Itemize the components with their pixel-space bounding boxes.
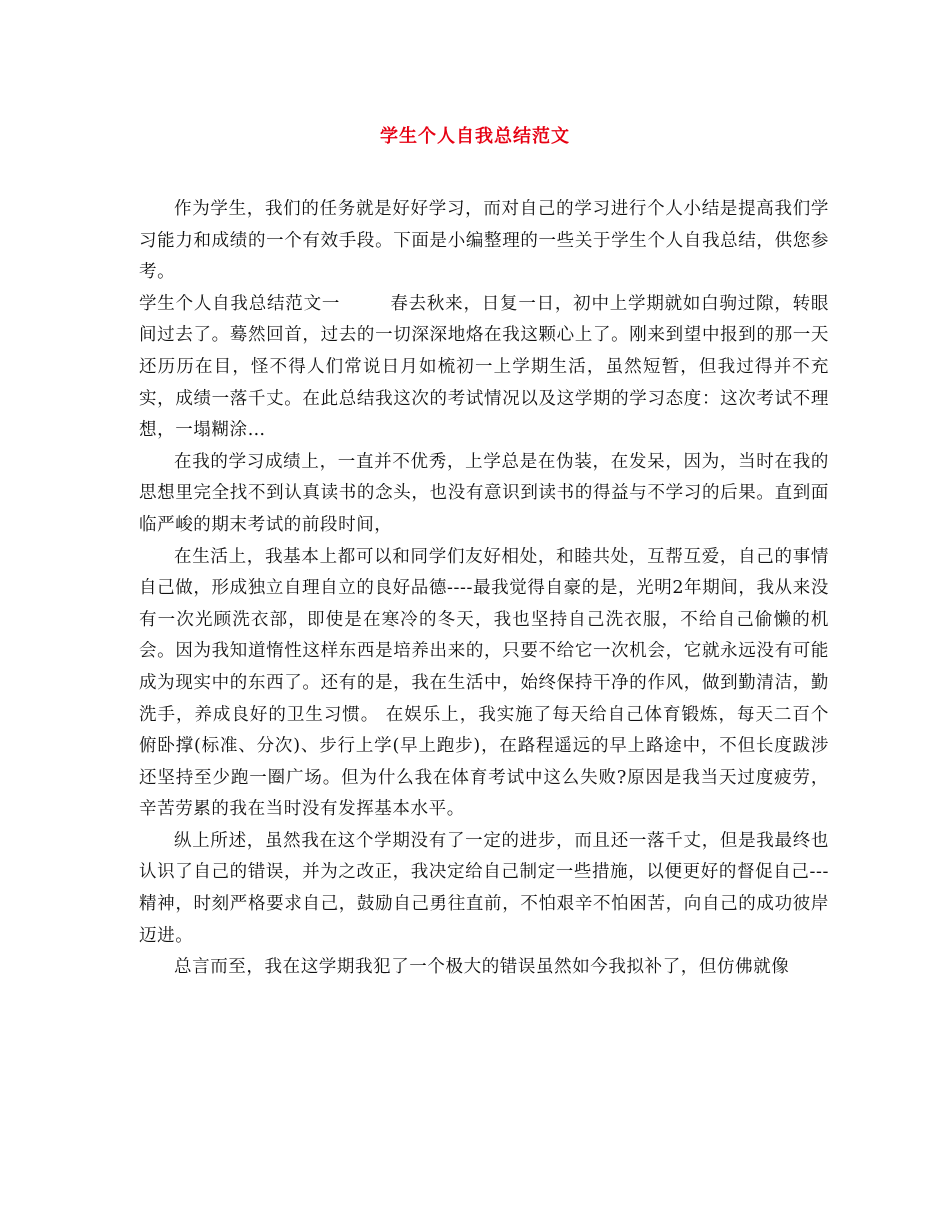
paragraph-intro: 作为学生，我们的任务就是好好学习，而对自己的学习进行个人小结是提高我们学习能力和成绩的一个有效手段。下面是小编整理的一些关于学生个人自我总结，供您参考。 xyxy=(139,199,829,283)
section-one-text: 春去秋来，日复一日，初中上学期就如白驹过隙，转眼间过去了。蓦然回首，过去的一切深深地烙在我这颗心上了。刚来到望中报到的那一天还历历在目，怪不得人们常说日月如梳初一上学期生活，虽然短暂，但我过得并不充实，成绩一落千丈。在此总结我这次的考试情况以及这学期的学习态度：这次考试不理想，一塌糊涂… xyxy=(139,293,829,441)
paragraph-study: 在我的学习成绩上，一直并不优秀，上学总是在伪装，在发呆，因为，当时在我的思想里完全找不到认真读书的念头，也没有意识到读书的得益与不学习的后果。直到面临严峻的期末考试的前段时间， xyxy=(139,451,829,535)
document-title: 学生个人自我总结范文 xyxy=(380,126,570,147)
paragraph-life: 在生活上，我基本上都可以和同学们友好相处，和睦共处，互帮互爱，自己的事情自己做，形成独立自理自立的良好品德----最我觉得自豪的是，光明2年期间，我从来没有一次光顾洗衣部，即使是在寒冷的冬天，我也坚持自己洗衣服，不给自己偷懒的机会。因为我知道惰性这样东西是培养出来的，只要不给它一次机会，它就永远没有可能成为现实中的东西了。还有的是，我在生活中，始终保持干净的作风，做到勤清洁，勤洗手，养成良好的卫生习惯。 在娱乐上，我实施了每天给自己体育锻炼，每天二百个俯卧撑(标准、分次)、步行上学(早上跑步)，在路程遥远的早上路途中，不但长度跋涉还坚持至少跑一圈广场。但为什么我在体育考试中这么失败?原因是我当天过度疲劳，辛苦劳累的我在当时没有发挥基本水平。 xyxy=(139,546,829,820)
document-body xyxy=(139,194,829,984)
paragraph-conclusion: 总言而至，我在这学期我犯了一个极大的错误虽然如今我拟补了，但仿佛就像 xyxy=(174,957,790,978)
section-heading: 学生个人自我总结范文一 xyxy=(139,293,341,314)
paragraph-section-one xyxy=(139,289,829,447)
paragraph-summary: 纵上所述，虽然我在这个学期没有了一定的进步，而且还一落千丈，但是我最终也认识了自己的错误，并为之改正，我决定给自己制定一些措施，以便更好的督促自己---精神，时刻严格要求自己，鼓励自己勇往直前，不怕艰辛不怕困苦，向自己的成功彼岸迈进。 xyxy=(139,830,829,946)
